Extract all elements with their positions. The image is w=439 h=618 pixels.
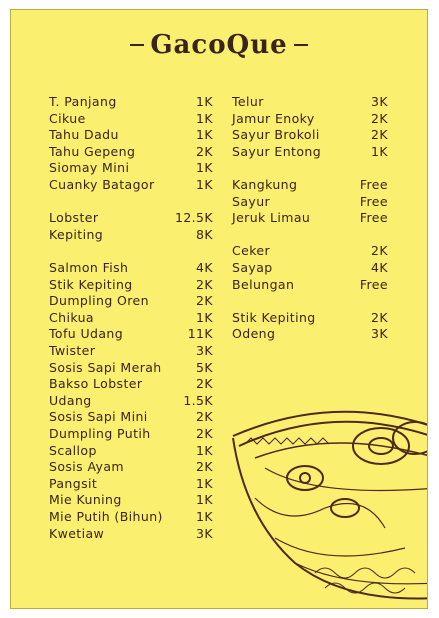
menu-item bbox=[49, 293, 213, 309]
menu-item bbox=[232, 277, 388, 293]
menu-item-name: Stik Kepiting bbox=[49, 276, 133, 292]
menu-item-price: 1K bbox=[196, 177, 213, 192]
menu-item-price: 1K bbox=[196, 127, 213, 143]
menu-item-name: Scallop bbox=[49, 442, 97, 458]
menu-item-name: Twister bbox=[49, 343, 96, 358]
menu-item-name: Udang bbox=[49, 392, 92, 408]
menu-item-price: 2K bbox=[196, 293, 213, 309]
menu-item-price: 1K bbox=[371, 143, 388, 159]
menu-item-price: 4K bbox=[196, 260, 213, 275]
noodle-bowl-illustration bbox=[225, 398, 428, 609]
menu-item bbox=[232, 111, 388, 127]
menu-item-name: Sosis Sapi Mini bbox=[49, 409, 148, 425]
menu-item-price: 3K bbox=[196, 525, 213, 541]
menu-item-name: Sosis Ayam bbox=[49, 459, 124, 475]
menu-item-price: 1.5K bbox=[183, 392, 213, 408]
menu-item bbox=[49, 376, 213, 392]
menu-item-price: 1K bbox=[196, 492, 213, 508]
menu-item bbox=[49, 426, 213, 442]
menu-item-name: Tahu Gepeng bbox=[49, 143, 136, 159]
menu-item-name: Odeng bbox=[232, 326, 276, 342]
title-dash-left bbox=[130, 44, 144, 46]
menu-item-name: Dumpling Oren bbox=[49, 293, 149, 309]
menu-item-name: Sayur bbox=[232, 193, 271, 209]
menu-item bbox=[49, 111, 213, 127]
menu-item-price: 1K bbox=[196, 94, 213, 109]
menu-item bbox=[232, 310, 388, 326]
menu-item-price: 11K bbox=[187, 326, 213, 342]
menu-item bbox=[49, 160, 213, 176]
menu-item-price: 5K bbox=[196, 359, 213, 375]
menu-item bbox=[49, 227, 213, 243]
menu-item bbox=[49, 177, 213, 193]
menu-item bbox=[49, 310, 213, 326]
menu-item bbox=[49, 492, 213, 508]
menu-item-price: 2K bbox=[371, 127, 388, 143]
menu-item-price: 2K bbox=[371, 309, 388, 325]
menu-item-price: 8K bbox=[196, 226, 213, 242]
menu-item bbox=[49, 476, 213, 492]
menu-item-name: Telur bbox=[232, 94, 264, 109]
menu-item bbox=[49, 509, 213, 525]
menu-item-price: 2K bbox=[196, 409, 213, 425]
menu-item-price: 3K bbox=[371, 94, 388, 109]
menu-item-name: Sosis Sapi Merah bbox=[49, 359, 162, 375]
menu-item-name: Tofu Udang bbox=[49, 326, 124, 342]
menu-item-price: 1K bbox=[196, 509, 213, 524]
menu-item-price: 4K bbox=[371, 259, 388, 275]
menu-item bbox=[232, 326, 388, 342]
menu-item-name: Siomay Mini bbox=[49, 160, 130, 176]
menu-item-name: Jeruk Limau bbox=[232, 210, 311, 226]
menu-item-price: Free bbox=[359, 276, 388, 292]
menu-item bbox=[49, 360, 213, 376]
title-area bbox=[11, 28, 427, 62]
menu-item-price: 12.5K bbox=[174, 210, 213, 226]
menu-item-name: Kangkung bbox=[232, 176, 298, 192]
menu-item-price: Free bbox=[359, 176, 388, 192]
menu-item-price: 3K bbox=[196, 343, 213, 358]
menu-item-name: Pangsit bbox=[49, 475, 98, 491]
menu-card bbox=[10, 9, 428, 609]
menu-item bbox=[232, 144, 388, 160]
menu-item bbox=[49, 409, 213, 425]
title-dash-right bbox=[294, 44, 308, 46]
menu-item bbox=[232, 94, 388, 110]
menu-item-name: Lobster bbox=[49, 210, 99, 226]
menu-item-name: Sayur Entong bbox=[232, 143, 322, 159]
menu-item-name: Kwetiaw bbox=[49, 525, 105, 541]
menu-item-price: 1K bbox=[196, 309, 213, 325]
menu-item-name: Ceker bbox=[232, 243, 271, 259]
menu-item bbox=[232, 243, 388, 259]
menu-item-name: Bakso Lobster bbox=[49, 376, 143, 392]
menu-item-price: 2K bbox=[371, 110, 388, 126]
menu-title: GacoQue bbox=[150, 30, 288, 60]
menu-item-name: Chikua bbox=[49, 309, 94, 325]
menu-item-price: 1K bbox=[196, 160, 213, 176]
menu-item-name: Stik Kepiting bbox=[232, 309, 316, 325]
menu-item-price: 2K bbox=[196, 426, 213, 441]
menu-item-price: 1K bbox=[196, 442, 213, 458]
menu-item bbox=[49, 277, 213, 293]
menu-item bbox=[49, 443, 213, 459]
menu-item-price: 2K bbox=[196, 143, 213, 159]
menu-item-price: Free bbox=[359, 193, 388, 209]
menu-item-price: 2K bbox=[196, 459, 213, 475]
menu-item bbox=[232, 260, 388, 276]
menu-item-name: T. Panjang bbox=[49, 94, 117, 109]
menu-item bbox=[49, 343, 213, 359]
menu-item-name: Cikue bbox=[49, 110, 86, 126]
menu-item-name: Belungan bbox=[232, 276, 295, 292]
menu-item-price: 2K bbox=[196, 376, 213, 392]
menu-item bbox=[49, 210, 213, 226]
menu-item-name: Sayap bbox=[232, 259, 273, 275]
menu-item bbox=[232, 127, 388, 143]
menu-item bbox=[232, 210, 388, 226]
menu-item-name: Dumpling Putih bbox=[49, 426, 151, 441]
menu-item-name: Mie Putih (Bihun) bbox=[49, 509, 163, 524]
menu-item-name: Salmon Fish bbox=[49, 260, 129, 275]
menu-item-name: Cuanky Batagor bbox=[49, 177, 155, 192]
menu-item bbox=[232, 177, 388, 193]
menu-item-price: 2K bbox=[196, 276, 213, 292]
menu-item bbox=[49, 326, 213, 342]
menu-item-name: Kepiting bbox=[49, 226, 104, 242]
menu-item bbox=[232, 194, 388, 210]
menu-item-name: Tahu Dadu bbox=[49, 127, 119, 143]
menu-item bbox=[49, 94, 213, 110]
menu-item-name: Sayur Brokoli bbox=[232, 127, 320, 143]
menu-item bbox=[49, 526, 213, 542]
menu-item-name: Mie Kuning bbox=[49, 492, 122, 508]
menu-item-price: 1K bbox=[196, 110, 213, 126]
menu-item bbox=[49, 393, 213, 409]
menu-item-price: 2K bbox=[371, 243, 388, 259]
menu-item-name: Jamur Enoky bbox=[232, 110, 315, 126]
menu-item-price: 1K bbox=[196, 475, 213, 491]
menu-item-price: Free bbox=[359, 210, 388, 226]
menu-item-price: 3K bbox=[371, 326, 388, 342]
menu-item bbox=[49, 127, 213, 143]
menu-item bbox=[49, 260, 213, 276]
menu-item bbox=[49, 144, 213, 160]
menu-item bbox=[49, 459, 213, 475]
